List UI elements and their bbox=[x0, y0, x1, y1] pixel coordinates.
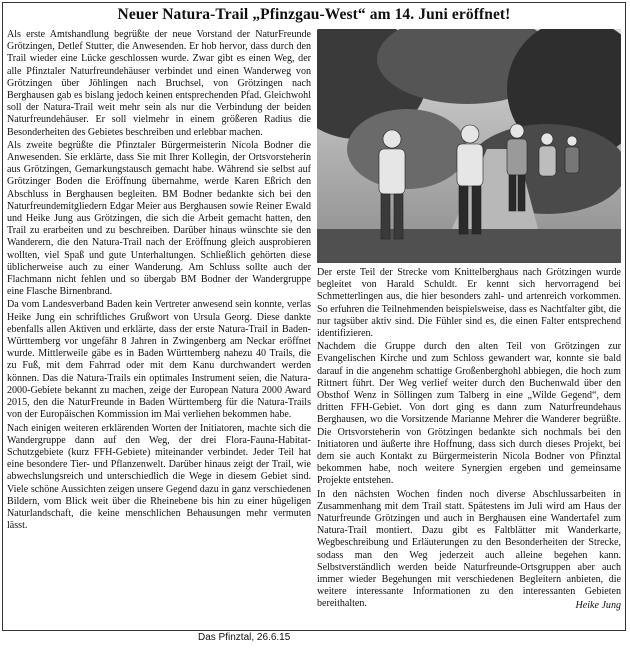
paragraph: Nach einigen weiteren erklärenden Worten der Initiatoren, machte sich die Wandergruppe dann auf den Weg, der drei Flora-Fauna-Habitat-Schutzgebiete (kurz FFH-Gebiete) miteinander verbindet. Jeder Teil hat eine besondere Tier- und Pflanzenwelt. Darüber hinaus zeigt der Trail, wie abwechslungsreich und unterschiedlich die Wege in diesem Gebiet sind. Viele schöne Aussichten zeigen unsere Gegend dazu in ganz verschiedenen Bildern, vom Blick weit über die Rheinebene bis hin zu einer hügeligen Naturlandschaft, die keine menschlichen Behausungen mehr vermuten lässt. bbox=[7, 422, 311, 532]
paragraph: Nachdem die Gruppe durch den alten Teil von Grötzingen zur Evangelischen Kirche und zum Schloss gewandert war, konnte sie bald darauf in die angenehm schattige Großenberghohl abbiegen, die hoch zum Rittnert führt. Der Weg verlief weiter durch den Buchenwald über den Obsthof Wenz in Söllingen zum Talberg in eine „Wilde Gegend“, dem dritten FFH-Gebiet. Von dort ging es dann zum Naturfreundehaus Berghausen, wo die Vorsitzende Marianne Mehrer die Wanderer begrüßte. Die Ortsvorsteherin von Grötzingen bedankte sich nochmals bei den Initiatoren und äußerte ihre Hoffnung, dass sich durch dieses Projekt, bei dem sie auch Kontakt zu Bürgermeisterin Nicola Bodner von Pfinztal bekommen habe, noch weitere Synergien ergeben und gemeinsame Projekte entstehen. bbox=[317, 341, 621, 487]
paragraph: In den nächsten Wochen finden noch diverse Abschlussarbeiten in Zusammenhang mit dem Trail statt. Spätestens im Juli wird am Haus der Naturfreunde Grötzingen und auch in Berghausen eine Wandertafel zum Natura-Trail montiert. Dazu gibt es Faltblätter mit Wanderkarte, Wegbeschreibung und Erläuterungen zu den Besonderheiten der Strecke, sodass man den Weg jederzeit auch alleine begehen kann. Selbstverständlich werden beide Naturfreunde-Ortsgruppen aber auch immer wieder Begehungen mit verschiedenen Begleitern anbieten, die weitere interessante Informationen zu den interessanten Gebieten bereithalten. bbox=[317, 488, 621, 610]
hiking-group-photo bbox=[317, 29, 621, 263]
paragraph: Als erste Amtshandlung begrüßte der neue Vorstand der NaturFreunde Grötzingen, Detlef Stutter, die Anwesenden. Er hob hervor, dass durch den Trail wieder eine Lücke geschlossen wurde. Zwar gibt es einen Weg, der alle Pfinztaler Naturfreundehäuser verbindet und einen Wanderweg von Grötzingen über Jöhlingen nach Bruchsel, von Grötzingen nach Berghausen gab es bislang jedoch keinen entsprechenden Pfad. Gleichwohl soll der Natura-Trail weit mehr sein als nur die Verbindung der beiden Naturfreundehäuser. Er soll vielmehr in einem größeren Radius die Besonderheiten des Gebietes beschreiben und erlebbar machen. bbox=[7, 29, 311, 138]
photo-illustration bbox=[317, 29, 621, 263]
paragraph: Da vom Landesverband Baden kein Vertreter anwesend sein konnte, verlas Heike Jung ein schriftliches Grußwort von Ursula Georg. Diese dankte ebenfalls allen Aktiven und erklärte, dass der erste Natura-Trail in Baden-Württemberg vor ungefähr 8 Jahren in Zwingenberg am Neckar eröffnet wurde. Mittlerweile gäbe es in Baden Württemberg nahezu 40 Trails, die zu Fuß, mit dem Fahrrad oder mit dem Kanu durchwandert werden können. Das die Natura-Trails ein optimales Instrument seien, die Natura-2000-Gebiete bekannt zu machen, zeige der European Natura 2000 Award 2015, den die NaturFreunde in Baden Württemberg für die Natura-Trails von der Europäischen Kommission im Mai verliehen bekommen habe. bbox=[7, 299, 311, 421]
newspaper-clipping bbox=[2, 2, 626, 631]
left-column bbox=[7, 29, 311, 533]
source-caption: Das Pfinztal, 26.6.15 bbox=[198, 632, 291, 643]
right-column bbox=[317, 267, 621, 612]
paragraph: Als zweite begrüßte die Pfinztaler Bürgermeisterin Nicola Bodner die Anwesenden. Sie erklärte, dass Sie mit Ihrer Kollegin, der Ortsvorsteherin aus Grötzingen, Gemarkungstausch gemacht habe. Während sie selbst auf Grötzinger Boden die Eröffnung übernahme, werde Karen Eßrich den Abschluss in Berghausen begleiten. BM Bodner bedankte sich bei den Naturfreundemitgliedern Edgar Meier aus Berghausen sowie Reiner Ewald und Heike Jung aus Grötzingen, die sich die Arbeit gemacht hatten, den Trail zu erarbeiten und zu beschreiben. Darüber hinaus wünschte sie den Wanderern, die den Natura-Trail nach der Eröffnung gleich ausprobieren wollten, viel Spaß und gute Unterhaltungen. Schließlich gehörten diese üblicherweise auch zu einer Wanderung. Am Schluss sollte auch der Flachmann nicht fehlen und so übergab BM Bodner der Wandergruppe eine Flasche Birnenbrand. bbox=[7, 139, 311, 298]
paragraph: Der erste Teil der Strecke vom Knittelberghaus nach Grötzingen wurde begleitet von Harald Schuldt. Er kennt sich hervorragend bei Schmetterlingen aus, die hier besonders zahl- und artenreich vorkommen. So erfuhren die Teilnehmenden beispielsweise, dass es Nachtfalter gibt, die nur tagsüber aktiv sind. Die Fühler sind es, die einen Falter entsprechend identifizieren. bbox=[317, 267, 621, 340]
article-headline: Neuer Natura-Trail „Pfinzgau-West“ am 14. Juni eröffnet! bbox=[117, 6, 511, 23]
author-byline: Heike Jung bbox=[575, 599, 621, 611]
